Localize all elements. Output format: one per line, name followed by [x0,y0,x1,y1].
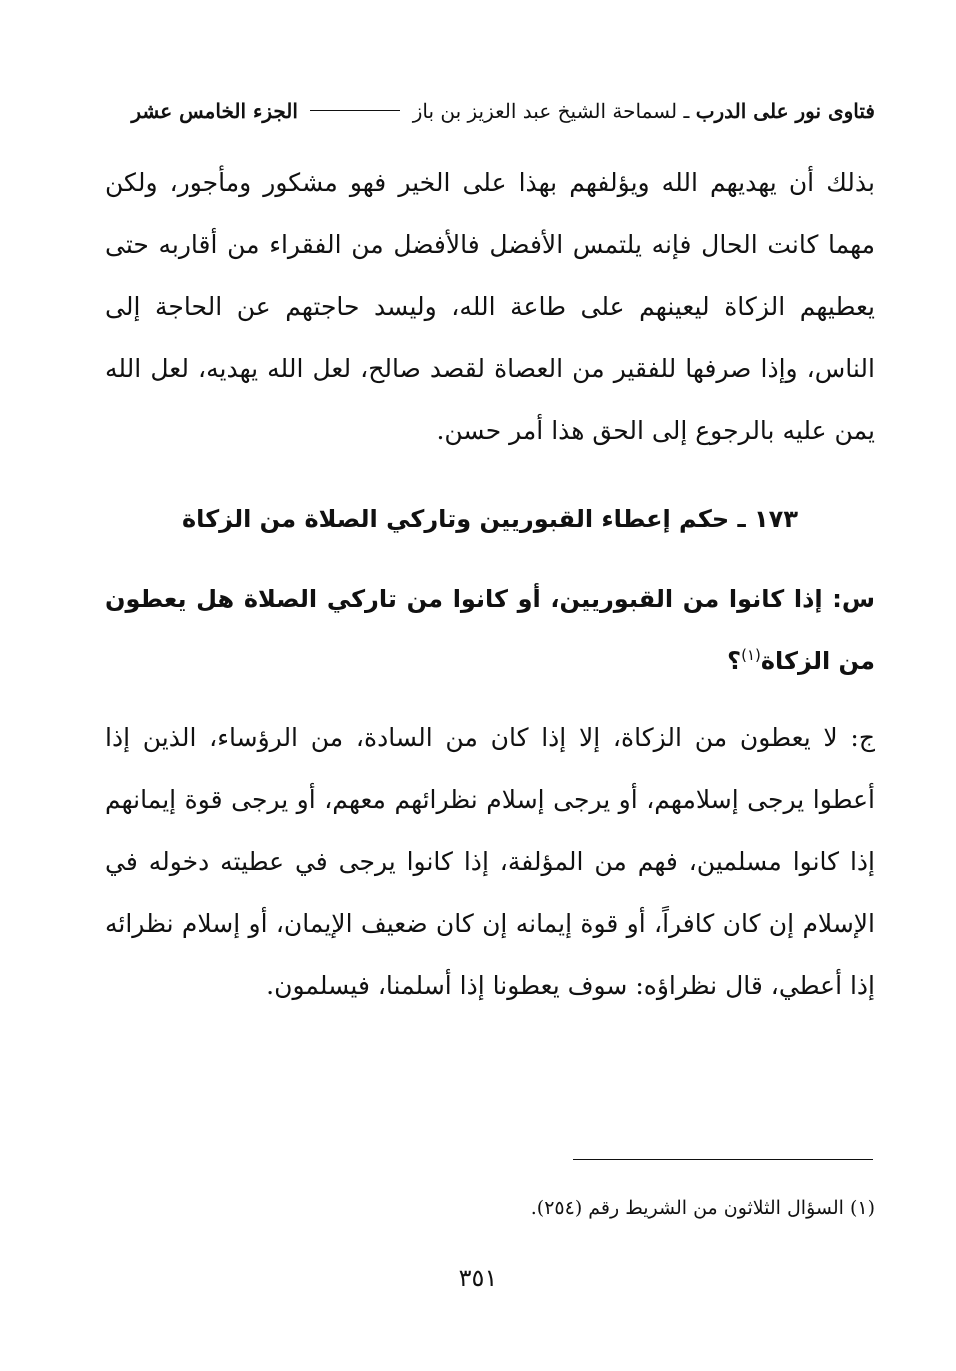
header-rule [310,110,400,111]
footnote: (١) السؤال الثلاثون من الشريط رقم (٢٥٤). [530,1197,875,1219]
running-header [105,94,875,128]
footnote-separator [573,1159,873,1160]
question-text: س: إذا كانوا من القبوريين، أو كانوا من تاركي الصلاة هل يعطون من الزكاة [105,585,875,675]
footnote-marker[interactable]: (١) [741,646,761,664]
answer-paragraph: ج: لا يعطون من الزكاة، إلا إذا كان من السادة، من الرؤساء، الذين إذا أعطوا يرجى إسلامهم، أو يرجى إسلام نظرائهم معهم، أو يرجى قوة إيمانهم إذا كانوا مسلمين، فهم من المؤلفة، إذا كانوا يرجى في عطيته دخوله في الإسلام إن كان كافراً، أو قوة إيمانه إن كان ضعيف الإيمان، أو إسلام نظرائه إذا أعطي، قال نظراؤه: سوف يعطونا إذا أسلمنا، فيسلمون. [105,723,875,1000]
book-title: فتاوى نور على الدرب [695,99,875,123]
question-paragraph [105,568,875,692]
volume-label: الجزء الخامس عشر [131,99,298,123]
question-mark: ؟ [727,647,742,675]
answer-continuation-paragraph: بذلك أن يهديهم الله ويؤلفهم بهذا على الخير فهو مشكور ومأجور، ولكن مهما كانت الحال فإنه يلتمس الأفضل فالأفضل من الفقراء من أقاربه حتى يعطيهم الزكاة ليعينهم على طاعة الله، وليسد حاجتهم عن الحاجة إلى الناس، وإذا صرفها للفقير من العصاة لقصد صالح، لعل الله يهديه، لعل الله يمن عليه بالرجوع إلى الحق هذا أمر حسن. [105,168,875,445]
page-number: ٣٥١ [458,1264,498,1292]
section-heading: ١٧٣ ـ حكم إعطاء القبوريين وتاركي الصلاة من الزكاة [182,505,798,533]
header-author: ـ لسماحة الشيخ عبد العزيز بن باز [412,99,690,123]
